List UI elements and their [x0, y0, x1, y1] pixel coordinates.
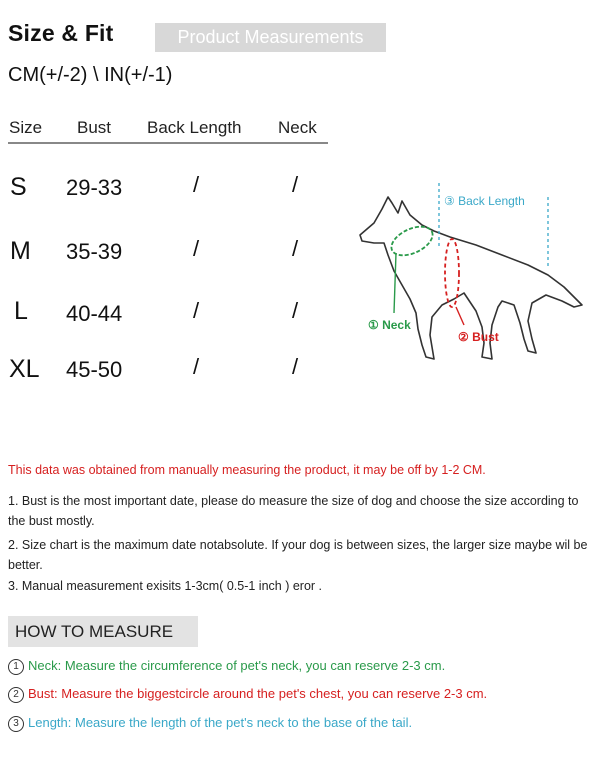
how-to-measure-heading: HOW TO MEASURE [8, 616, 198, 647]
page-title: Size & Fit [8, 20, 114, 46]
column-header-size: Size [9, 118, 43, 137]
bust-cell: 45-50 [66, 357, 123, 382]
column-header-back-length: Back Length [147, 118, 242, 137]
step-text: Bust: Measure the biggestcircle around the pet's chest, you can reserve 2-3 cm. [28, 686, 488, 701]
neck-cell: / [292, 236, 299, 261]
step-number-icon: 1 [8, 659, 24, 675]
product-measurements-badge: Product Measurements [155, 23, 386, 52]
back-length-cell: / [193, 298, 200, 323]
back-length-cell: / [193, 172, 200, 197]
back-length-cell: / [193, 354, 200, 379]
measure-step-neck [8, 658, 445, 675]
size-cell: XL [9, 355, 40, 383]
step-text: Neck: Measure the circumference of pet's neck, you can reserve 2-3 cm. [28, 658, 446, 673]
step-text: Length: Measure the length of the pet's neck to the base of the tail. [28, 715, 413, 730]
bust-label: ② Bust [458, 330, 499, 344]
bust-cell: 40-44 [66, 301, 123, 326]
units-label: CM(+/-2) \ IN(+/-1) [8, 64, 173, 86]
neck-cell: / [292, 172, 299, 197]
accuracy-warning: This data was obtained from manually measuring the product, it may be off by 1-2 CM. [8, 463, 486, 477]
note-item: 1. Bust is the most important date, please do measure the size of dog and choose the size according to the bust mostly. [8, 494, 579, 528]
note-item: 2. Size chart is the maximum date notabsolute. If your dog is between sizes, the larger size maybe wil be better. [8, 538, 588, 572]
measure-step-length [8, 715, 412, 732]
back-length-cell: / [193, 236, 200, 261]
neck-label: ① Neck [368, 318, 411, 332]
back-length-label: ③ Back Length [444, 194, 525, 208]
step-number-icon: 2 [8, 687, 24, 703]
step-number-icon: 3 [8, 716, 24, 732]
measure-step-bust [8, 686, 487, 703]
note-item: 3. Manual measurement exisits 1-3cm( 0.5-1 inch ) eror . [8, 579, 323, 593]
dog-measurement-diagram [352, 175, 592, 375]
bust-cell: 29-33 [66, 175, 123, 200]
header-divider [8, 142, 328, 144]
size-cell: M [10, 237, 31, 265]
size-cell: L [14, 297, 28, 325]
size-cell: S [10, 173, 27, 201]
column-header-neck: Neck [278, 118, 317, 137]
column-header-bust: Bust [77, 118, 112, 137]
neck-cell: / [292, 298, 299, 323]
neck-cell: / [292, 354, 299, 379]
bust-cell: 35-39 [66, 239, 123, 264]
